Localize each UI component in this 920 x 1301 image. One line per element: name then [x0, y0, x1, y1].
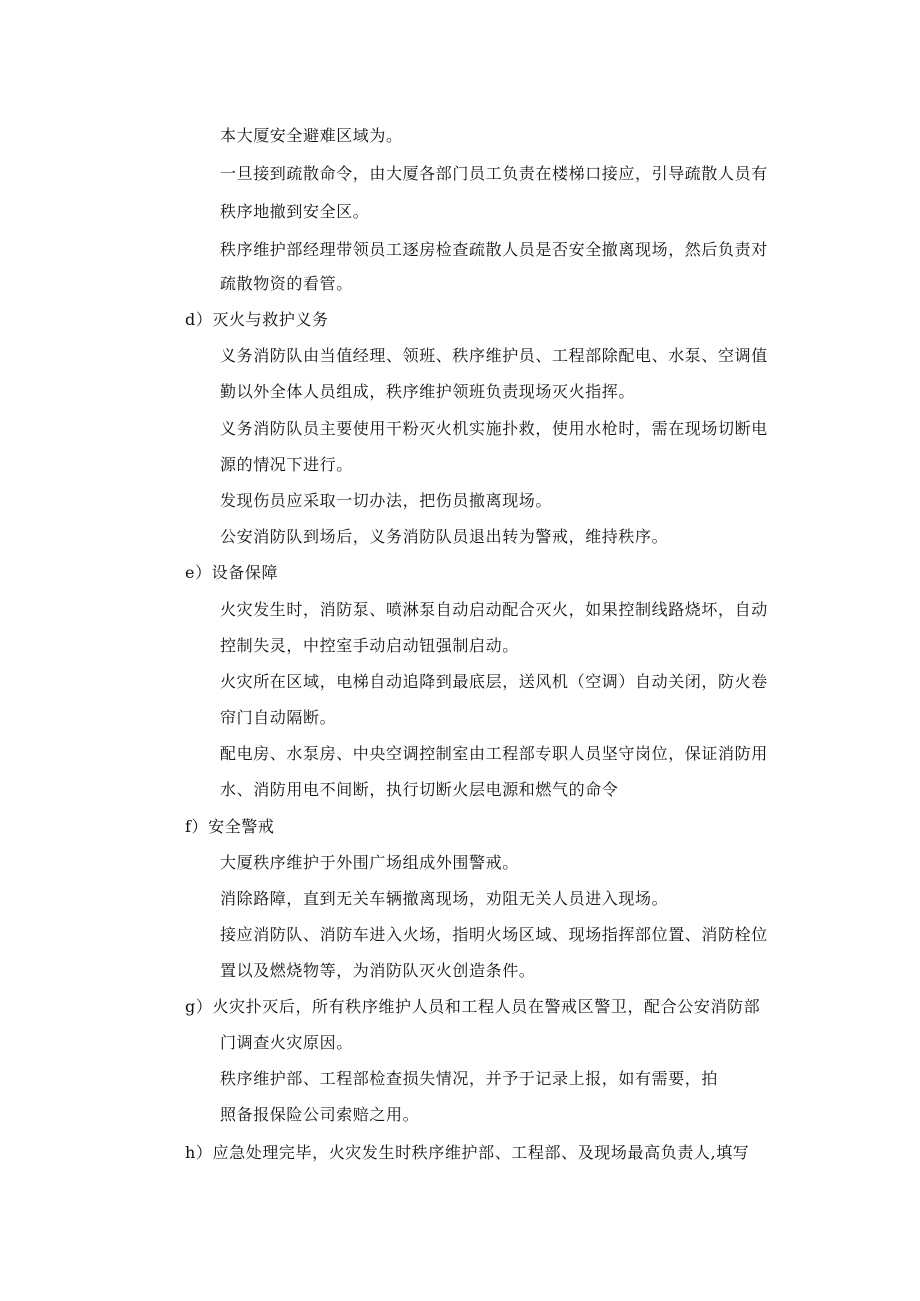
section-heading-f: f）安全警戒 [185, 817, 275, 836]
text-line: 置以及燃烧物等，为消防队灭火创造条件。 [220, 961, 536, 980]
text-line: 秩序维护部、工程部检查损失情况，并予于记录上报，如有需要，拍 [220, 1069, 719, 1088]
text-line: 发现伤员应采取一切办法，把伤员撤离现场。 [220, 491, 553, 510]
text-line: 义务消防队员主要使用干粉灭火机实施扑救，使用水枪时，需在现场切断电 [220, 419, 768, 438]
section-heading-h: h）应急处理完毕，火灾发生时秩序维护部、工程部、及现场最高负责人,填写 [185, 1143, 750, 1162]
text-line: 疏散物资的看管。 [220, 274, 353, 293]
text-line: 勤以外全体人员组成，秩序维护领班负责现场灭火指挥。 [220, 382, 636, 401]
text-line: 本大厦安全避难区域为。 [220, 126, 403, 145]
text-line: 一旦接到疏散命令，由大厦各部门员工负责在楼梯口接应，引导疏散人员有 [220, 164, 768, 183]
text-line: 义务消防队由当值经理、领班、秩序维护员、工程部除配电、水泵、空调值 [220, 346, 768, 365]
text-line: 秩序地撤到安全区。 [220, 202, 370, 221]
text-line: 火灾发生时，消防泵、喷淋泵自动启动配合灭火，如果控制线路烧坏，自动 [220, 600, 768, 619]
text-line: 照备报保险公司索赔之用。 [220, 1105, 420, 1124]
text-line: 火灾所在区域，电梯自动追降到最底层，送风机（空调）自动关闭，防火卷 [220, 672, 768, 691]
text-line: 控制失灵，中控室手动启动钮强制启动。 [220, 636, 519, 655]
text-line: 水、消防用电不间断，执行切断火层电源和燃气的命令 [220, 780, 619, 799]
text-line: 门调查火灾原因。 [220, 1033, 353, 1052]
section-heading-e: e）设备保障 [185, 563, 279, 582]
text-line: 源的情况下进行。 [220, 455, 353, 474]
text-line: 接应消防队、消防车进入火场，指明火场区域、现场指挥部位置、消防栓位 [220, 925, 768, 944]
text-line: 大厦秩序维护于外围广场组成外围警戒。 [220, 853, 519, 872]
text-line: 配电房、水泵房、中央空调控制室由工程部专职人员坚守岗位，保证消防用 [220, 744, 768, 763]
text-line: 消除路障，直到无关车辆撤离现场，劝阻无关人员进入现场。 [220, 889, 669, 908]
text-line: 秩序维护部经理带领员工逐房检查疏散人员是否安全撤离现场，然后负责对 [220, 240, 768, 259]
section-heading-g: g）火灾扑灭后，所有秩序维护人员和工程人员在警戒区警卫，配合公安消防部 [185, 997, 761, 1016]
section-heading-d: d）灭火与救护义务 [185, 310, 329, 329]
text-line: 帘门自动隔断。 [220, 708, 337, 727]
text-line: 公安消防队到场后，义务消防队员退出转为警戒，维持秩序。 [220, 527, 669, 546]
